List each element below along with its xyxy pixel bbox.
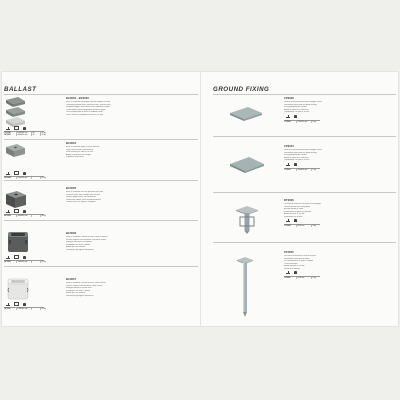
feature-item: Maniglie laterali per il trasporto — [66, 241, 92, 243]
spec-code: BC3007 — [4, 307, 11, 310]
bar-icon — [286, 271, 290, 274]
feature-item: Rimovibile con chiave — [284, 215, 303, 218]
product-features — [284, 149, 346, 162]
product-title: BC3004 — [66, 142, 77, 145]
section-title-ground-fixing: GROUND FIXING — [213, 86, 270, 93]
spec-dimensions: 500x500 mm — [16, 134, 31, 136]
feature-item: Galvanised steel ground stake — [284, 257, 310, 260]
product-title: BC3005 — [66, 187, 77, 190]
bag-icon — [14, 209, 19, 213]
product-title: RT3000 — [284, 199, 294, 202]
ground-stake-image — [236, 256, 254, 318]
grey-slab-image — [4, 142, 26, 160]
dark-planter-image — [6, 230, 30, 254]
white-planter-image — [6, 277, 30, 301]
spec-weight: 55 kg — [40, 308, 48, 310]
icon-row — [6, 171, 26, 175]
section-title-ballast: BALLAST — [4, 86, 37, 93]
bag-icon — [14, 255, 19, 259]
spec-code: BC3006 — [4, 260, 11, 263]
feature-item: Riempibile con terra o piante — [66, 243, 91, 246]
weight-icon — [294, 115, 297, 118]
weight-icon — [23, 303, 26, 306]
spec-quantity — [31, 261, 40, 263]
product-features — [66, 282, 128, 297]
feature-item: Planter shaped concrete base, anthracite colour — [66, 238, 107, 241]
feature-item: Base in cemento grigio, finitura naturale — [66, 146, 100, 148]
spec-weight: 3 kg — [311, 225, 319, 227]
feature-item: Foro centrale per tubo Ø 38 mm — [66, 151, 93, 153]
feature-item: Piastra in acciaio zincato per fissaggio a terra — [284, 101, 323, 103]
bar-icon — [286, 115, 290, 118]
spec-row — [284, 169, 319, 171]
product-divider — [4, 266, 198, 267]
page-fold — [200, 72, 201, 326]
feature-item: Adatta a superfici in cemento — [284, 108, 309, 111]
spec-row — [284, 225, 319, 227]
weight-icon — [23, 210, 26, 213]
steel-plate-image — [228, 104, 264, 124]
feature-item: Picchetto da terreno in acciaio zincato — [284, 255, 316, 257]
feature-item: Base in cemento a forma di vaso, colore antracite — [66, 236, 108, 238]
icon-row — [6, 126, 26, 130]
icon-row — [286, 163, 297, 166]
bar-icon — [286, 163, 290, 166]
ground-anchor-image — [234, 205, 260, 235]
spec-dimensions: Ø 38 mm — [296, 225, 311, 227]
spec-dimensions: 500x500 mm — [16, 132, 31, 134]
weight-icon — [23, 256, 26, 259]
feature-item: Finitura grigio scuro, alta resistenza — [66, 196, 96, 198]
bar-icon — [6, 172, 10, 175]
product-title: CP3001 — [284, 145, 294, 148]
spec-quantity — [31, 215, 40, 217]
feature-item: Galvanised steel plate for ground fixing — [284, 151, 317, 154]
spec-row — [284, 277, 319, 279]
spec-row — [4, 215, 48, 217]
spec-code: CP3001 — [284, 168, 291, 171]
weight-icon — [294, 219, 297, 222]
feature-item: Grey cement base, natural finish — [66, 148, 94, 151]
dark-block-image — [4, 188, 28, 210]
bag-icon — [14, 126, 19, 130]
spec-dimensions: 300x300 mm — [296, 169, 311, 171]
spec-dimensions: 400x400 mm — [16, 215, 31, 217]
spec-dimensions: Ø 38 mm — [296, 277, 311, 279]
feature-item: Tassello da interrare con piastra di fissaggio — [284, 203, 321, 205]
spec-weight: 40 kg — [40, 215, 48, 217]
product-title: BC3006 — [66, 232, 77, 235]
product-features — [284, 203, 346, 218]
feature-item: Resistente agli agenti atmosferici — [66, 294, 94, 297]
feature-item: Adatto per pali Ø 38 mm — [284, 265, 305, 267]
bar-icon — [6, 303, 10, 306]
product-divider — [4, 220, 198, 221]
feature-item: Superficie antiscivolo — [66, 156, 84, 158]
icon-row — [6, 255, 26, 259]
feature-item: Adatta a superfici in cemento — [284, 156, 309, 159]
feature-item: Ground anchor with fixing plate — [284, 205, 311, 208]
product-divider — [213, 242, 396, 243]
feature-item: Piastra in acciaio zincato per fissaggio a terra — [284, 149, 323, 151]
feature-item: Facile da installare — [284, 267, 300, 270]
spec-quantity — [31, 308, 40, 310]
feature-item: Adatta a ombrelloni e insegne — [66, 153, 92, 156]
spec-weight: 45 kg — [40, 132, 48, 134]
icon-row — [286, 115, 297, 118]
feature-item: Dimensioni ridotte, facile movimentazione — [66, 198, 101, 201]
bar-icon — [286, 219, 290, 222]
feature-item: Per installazione su prato o sabbia — [284, 260, 313, 262]
icon-row — [286, 271, 297, 274]
icon-row — [286, 219, 297, 222]
spec-dimensions: 500x500 mm — [16, 261, 31, 263]
feature-item: Concrete base with through hole for pole — [66, 193, 101, 196]
spec-row — [4, 308, 48, 310]
product-title: ST3000 — [284, 251, 294, 254]
product-features — [66, 146, 128, 159]
feature-item: Planter shaped concrete base, white colour — [66, 284, 103, 287]
product-features — [284, 255, 346, 270]
feature-item: Fori predisposti per tasselli — [284, 106, 307, 108]
feature-item: Resistente agli agenti atmosferici — [66, 248, 94, 251]
spec-weight: 50 kg — [40, 134, 48, 136]
product-features — [66, 191, 128, 204]
spec-quantity — [31, 177, 40, 179]
feature-item: Maniglie laterali in acciaio inox — [66, 287, 92, 289]
spec-code: RT3000 — [284, 224, 291, 227]
product-features — [284, 101, 346, 114]
product-features — [66, 236, 128, 251]
bar-icon — [6, 210, 10, 213]
weight-icon — [294, 163, 297, 166]
spec-quantity: 40 — [31, 134, 40, 136]
feature-item: Colore bianco perla, disponibile anche in grigio — [66, 108, 106, 111]
icon-row — [6, 209, 26, 213]
spec-weight: 55 kg — [40, 261, 48, 263]
spec-code: BC3001 — [4, 134, 11, 136]
feature-item: Galvanised steel plate for ground fixing — [284, 103, 317, 106]
spec-dimensions: 250x250 mm — [296, 121, 311, 123]
spec-row — [4, 177, 48, 179]
icon-row — [6, 302, 26, 306]
feature-item: Compatibile con pali Ø 48 mm — [284, 159, 310, 161]
feature-item: Fori predisposti per tasselli — [284, 154, 307, 156]
product-divider — [213, 192, 396, 193]
spec-code: BC3000 — [4, 131, 11, 134]
spec-row — [4, 261, 48, 263]
product-divider — [4, 139, 198, 140]
feature-item: Adatto per pali Ø 38 mm — [284, 213, 305, 215]
feature-item: Adatta per uso esterno — [66, 292, 86, 294]
spec-dimensions: 500x500 mm — [16, 177, 31, 179]
section-rule — [4, 94, 198, 95]
feature-item: Riempibile con terra o piante — [66, 289, 91, 292]
feature-item: Tubi e attacchi compatibili con pali Ø 38 mm — [66, 113, 104, 116]
spec-weight: 7 kg — [311, 169, 319, 171]
bar-icon — [6, 127, 10, 130]
spec-code: BC3004 — [4, 176, 11, 179]
product-divider — [213, 136, 396, 137]
weight-icon — [23, 172, 26, 175]
weight-icon — [294, 271, 297, 274]
spec-weight: 2 kg — [311, 277, 319, 279]
feature-item: Acciaio zincato a caldo — [284, 208, 304, 210]
spec-quantity: 40 — [31, 132, 40, 134]
spec-code: ST3000 — [284, 276, 291, 279]
product-features — [66, 101, 128, 116]
feature-item: Base in cemento con foro passante per palo — [66, 191, 103, 193]
feature-item: Compatibile con pali Ø 38 mm — [284, 111, 310, 113]
bag-icon — [14, 302, 19, 306]
feature-item: Standard weight, varie dimensioni, altamente stabile — [66, 106, 110, 108]
spec-code: CP3000 — [284, 120, 291, 123]
product-title: BC3000 - BC3003 — [66, 97, 89, 100]
feature-item: Stabile anche su superfici irregolari — [66, 201, 96, 203]
spec-code: BC3005 — [4, 214, 11, 217]
spec-weight: 5 kg — [311, 121, 319, 123]
bag-icon — [14, 171, 19, 175]
bar-icon — [6, 256, 10, 259]
spec-weight: 60 kg — [40, 177, 48, 179]
product-divider — [4, 180, 198, 181]
feature-item: Installazione in getto di cemento — [284, 210, 312, 213]
feature-item: Base in cemento e graniglia, finitura levigata a lucido — [66, 101, 111, 103]
feature-item: Adatta per uso esterno — [66, 246, 86, 248]
weight-icon — [23, 127, 26, 130]
spec-row — [284, 121, 319, 123]
section-rule — [213, 94, 396, 95]
spec-row — [4, 131, 48, 136]
feature-item: Punta rinforzata — [284, 262, 298, 265]
slab-stack-image — [4, 96, 26, 128]
feature-item: Cemented granite base, polished finish, various sizes — [66, 103, 111, 106]
steel-plate-image — [228, 154, 266, 176]
product-title: BC3007 — [66, 278, 77, 281]
feature-item: Peso complessivo in base al modello scelto — [66, 111, 103, 113]
catalogue-spread — [2, 72, 398, 326]
spec-dimensions: 500x500 mm — [16, 308, 31, 310]
product-title: CP3000 — [284, 97, 294, 100]
feature-item: Base in cemento a forma di vaso, colore bianco — [66, 282, 106, 284]
